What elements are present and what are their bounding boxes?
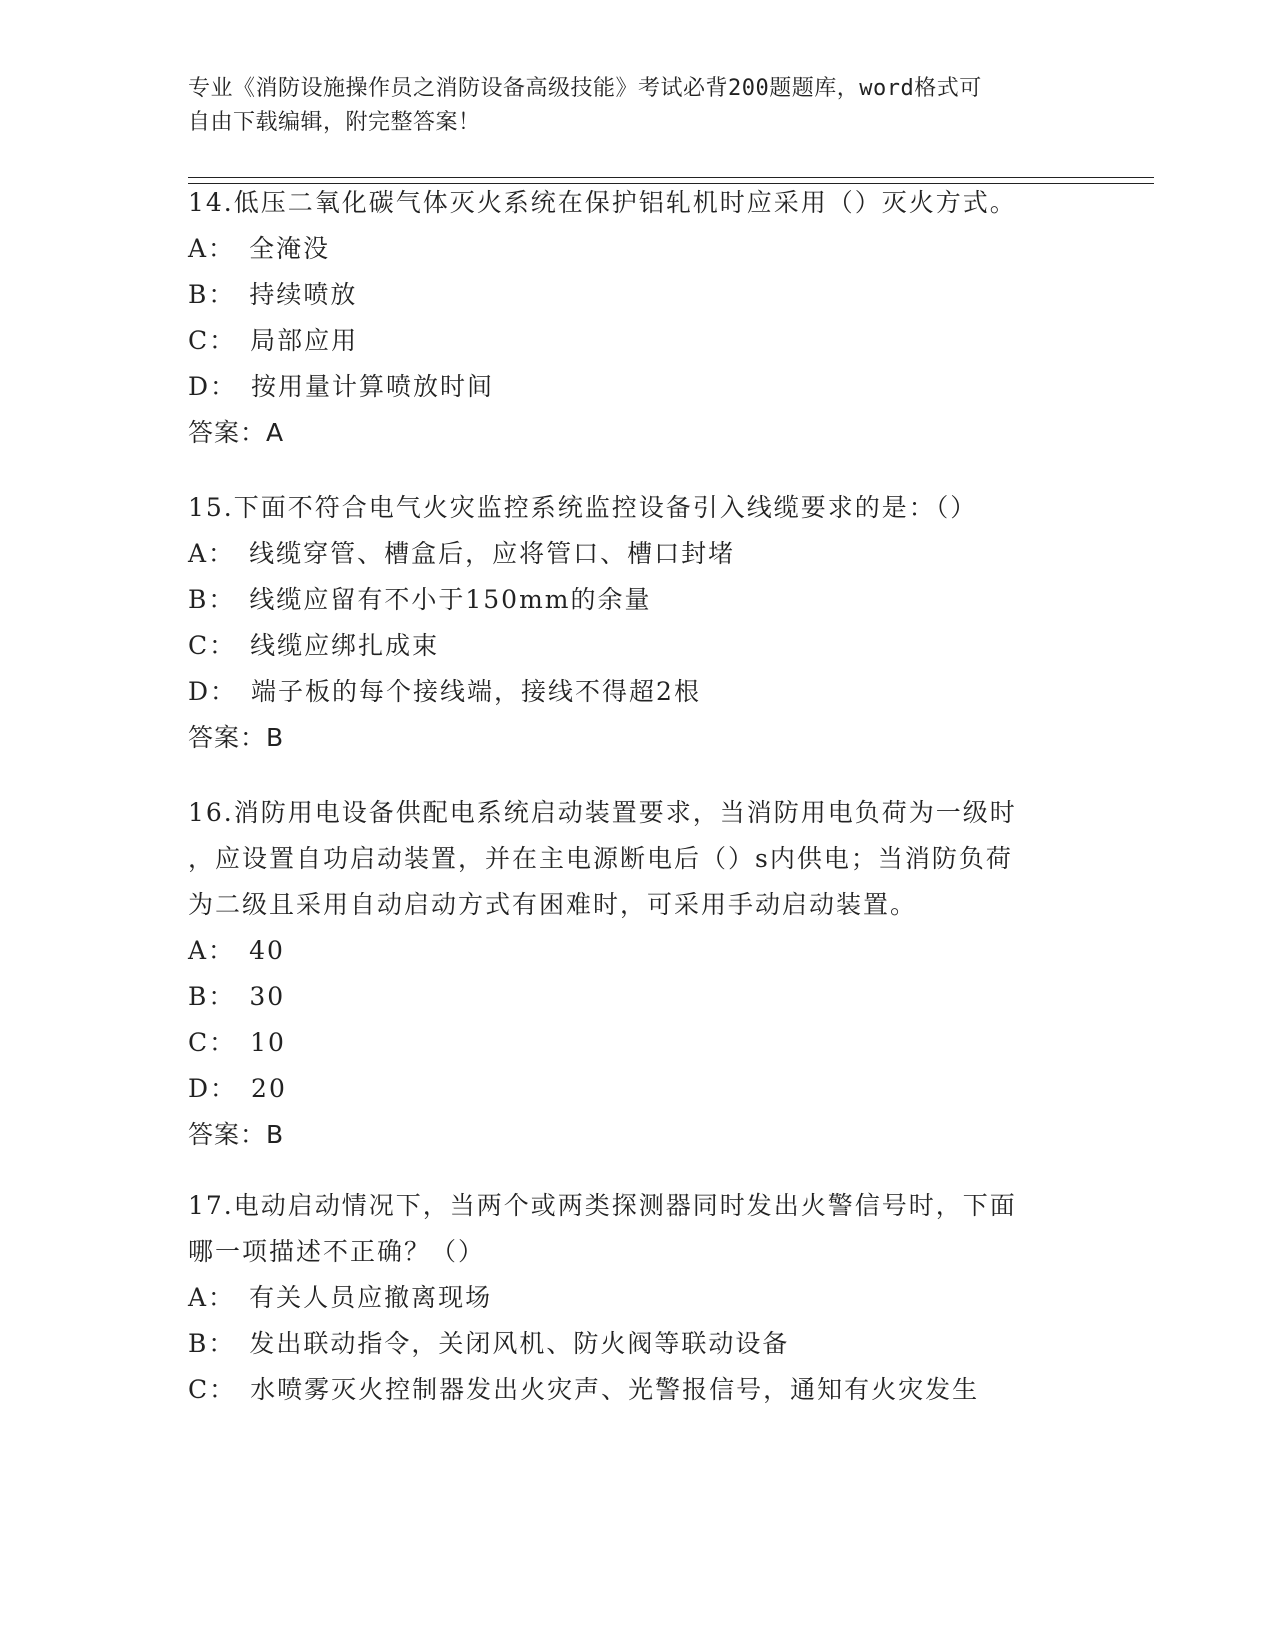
- option-text: 线缆应绑扎成束: [250, 631, 440, 660]
- option-key: C：: [188, 326, 237, 355]
- question-15: [188, 485, 1088, 761]
- option-a: [188, 226, 1088, 272]
- option-text: 按用量计算喷放时间: [251, 372, 495, 401]
- option-d: [188, 364, 1088, 410]
- option-key: D：: [188, 677, 238, 706]
- option-text: 水喷雾灭火控制器发出火灾声、光警报信号，通知有火灾发生: [250, 1375, 980, 1404]
- question-stem-line: 为二级且采用自动启动方式有困难时，可采用手动启动装置。: [188, 890, 918, 919]
- header-line-2: 自由下载编辑，附完整答案！: [188, 110, 481, 135]
- option-text: 全淹没: [249, 234, 331, 263]
- option-key: A：: [188, 234, 236, 263]
- question-14: [188, 180, 1088, 456]
- question-16: [188, 790, 1088, 1158]
- question-stem: 14.低压二氧化碳气体灭火系统在保护铝轧机时应采用（）灭火方式。: [188, 188, 1017, 217]
- option-a: [188, 928, 1088, 974]
- option-b: [188, 577, 1088, 623]
- question-stem-line: ，应设置自功启动装置，并在主电源断电后（）s内供电；当消防负荷: [188, 844, 1013, 873]
- option-text: 局部应用: [250, 326, 359, 355]
- question-17: [188, 1183, 1088, 1413]
- option-c: [188, 318, 1088, 364]
- answer: 答案：B: [188, 1120, 285, 1149]
- option-text: 端子板的每个接线端，接线不得超2根: [251, 677, 701, 706]
- option-key: A：: [188, 1283, 236, 1312]
- option-d: [188, 1066, 1088, 1112]
- question-stem-line: 17.电动启动情况下，当两个或两类探测器同时发出火警信号时，下面: [188, 1191, 1017, 1220]
- option-b: [188, 974, 1088, 1020]
- option-c: [188, 1020, 1088, 1066]
- option-a: [188, 531, 1088, 577]
- option-key: C：: [188, 1028, 237, 1057]
- option-b: [188, 272, 1088, 318]
- option-a: [188, 1275, 1088, 1321]
- option-key: B：: [188, 1329, 236, 1358]
- option-text: 有关人员应撤离现场: [249, 1283, 493, 1312]
- option-c: [188, 1367, 1088, 1413]
- option-key: C：: [188, 1375, 237, 1404]
- option-key: C：: [188, 631, 237, 660]
- option-text: 30: [249, 982, 286, 1011]
- option-key: B：: [188, 982, 236, 1011]
- option-text: 发出联动指令，关闭风机、防火阀等联动设备: [249, 1329, 790, 1358]
- question-stem-line: 16.消防用电设备供配电系统启动装置要求，当消防用电负荷为一级时: [188, 798, 1017, 827]
- option-text: 20: [251, 1074, 287, 1103]
- option-b: [188, 1321, 1088, 1367]
- option-key: A：: [188, 539, 236, 568]
- header-line-1: 专业《消防设施操作员之消防设备高级技能》考试必背200题题库，word格式可: [188, 76, 982, 101]
- option-key: A：: [188, 936, 236, 965]
- option-text: 线缆穿管、槽盒后，应将管口、槽口封堵: [249, 539, 736, 568]
- option-text: 线缆应留有不小于150mm的余量: [249, 585, 652, 614]
- option-key: B：: [188, 585, 236, 614]
- option-c: [188, 623, 1088, 669]
- answer: 答案：B: [188, 723, 285, 752]
- option-text: 持续喷放: [249, 280, 358, 309]
- document-header: [188, 72, 1088, 140]
- option-key: D：: [188, 1074, 238, 1103]
- option-text: 10: [250, 1028, 286, 1057]
- option-d: [188, 669, 1088, 715]
- option-text: 40: [249, 936, 285, 965]
- question-stem-line: 哪一项描述不正确？（）: [188, 1237, 486, 1266]
- question-stem: 15.下面不符合电气火灾监控系统监控设备引入线缆要求的是：（）: [188, 493, 978, 522]
- option-key: D：: [188, 372, 238, 401]
- option-key: B：: [188, 280, 236, 309]
- answer: 答案：A: [188, 418, 285, 447]
